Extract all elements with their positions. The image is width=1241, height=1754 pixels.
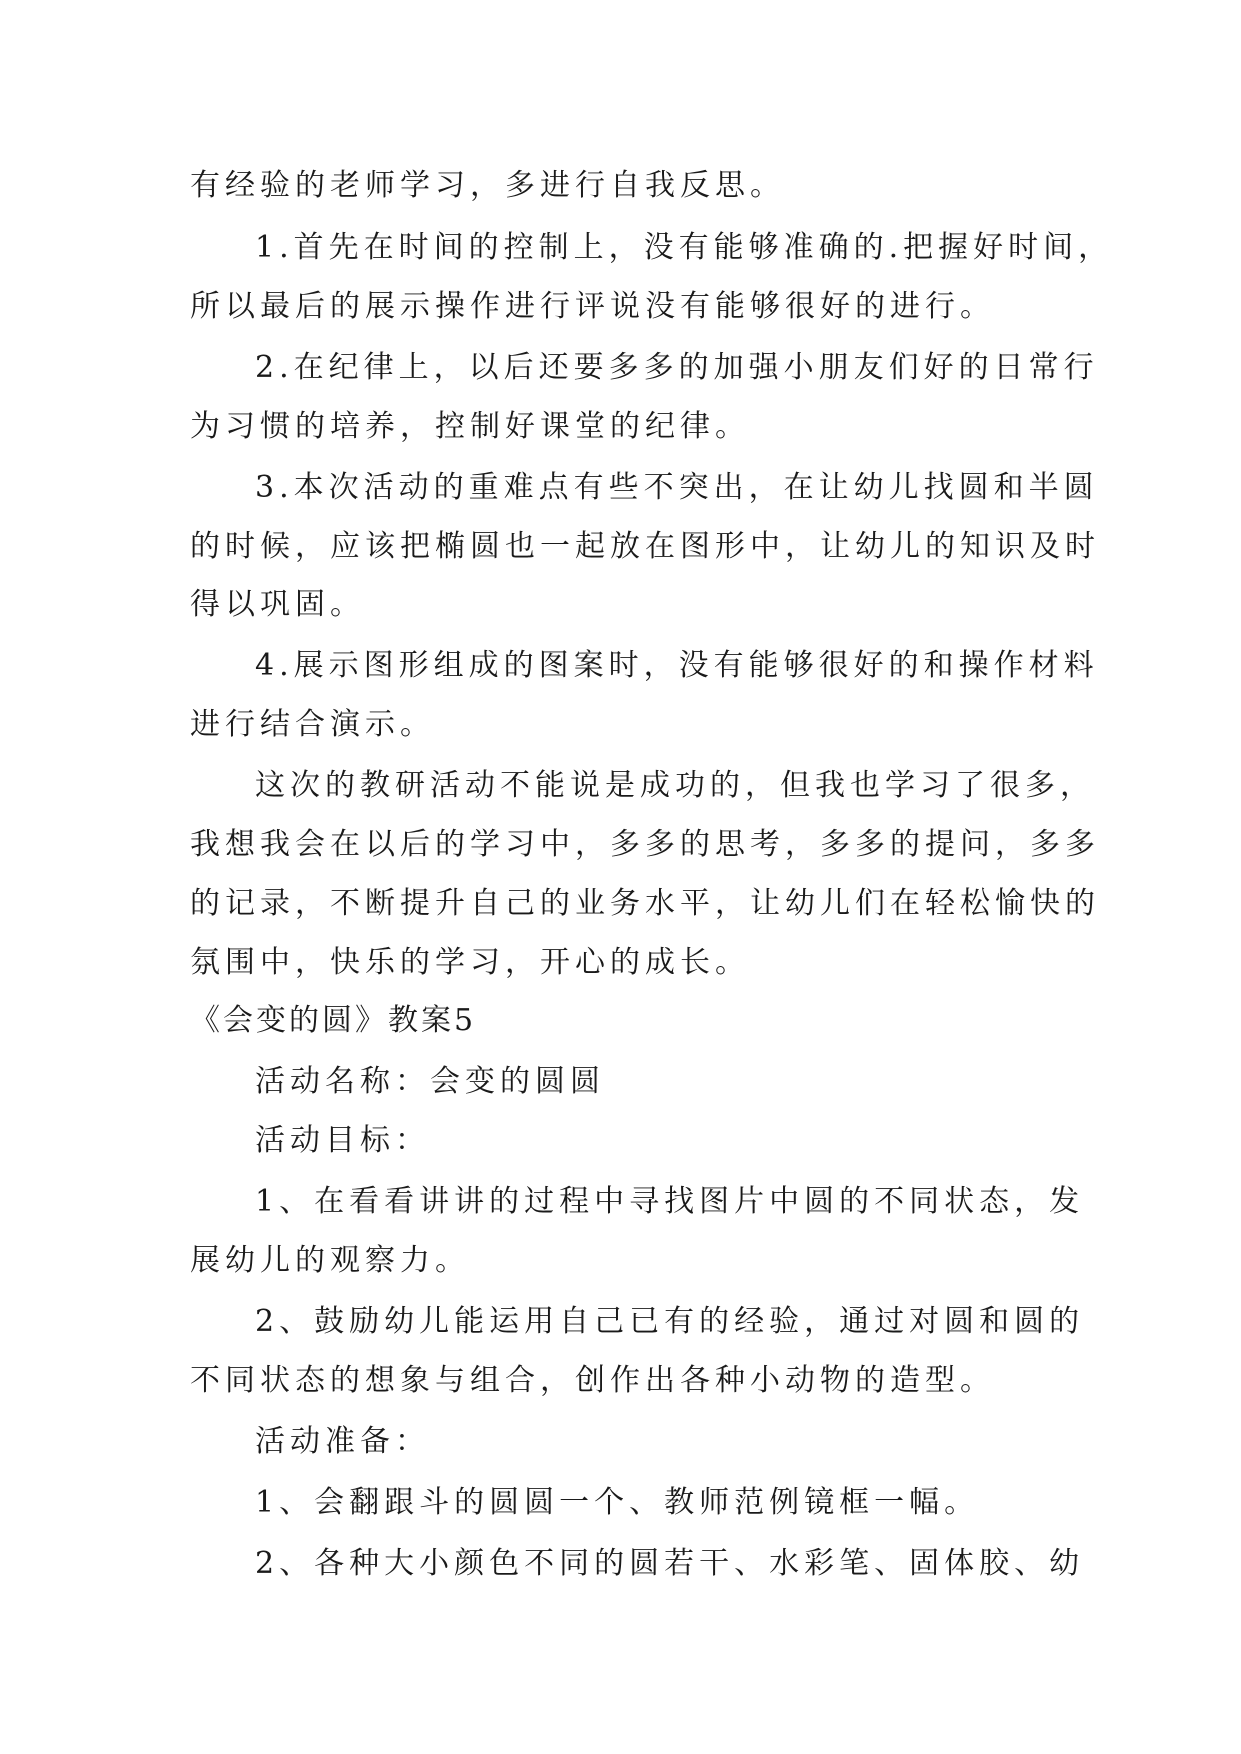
paragraph-line: 有经验的老师学习，多进行自我反思。 — [190, 168, 785, 203]
list-item-1-line: 1.首先在时间的控制上，没有能够准确的.把握好时间， — [255, 230, 1114, 265]
paragraph-line: 这次的教研活动不能说是成功的，但我也学习了很多， — [255, 768, 1095, 803]
prep-1-line: 1、会翻跟斗的圆圆一个、教师范例镜框一幅。 — [255, 1485, 980, 1520]
paragraph-line: 为习惯的培养，控制好课堂的纪律。 — [190, 409, 750, 444]
activity-prep-label: 活动准备： — [255, 1424, 430, 1459]
activity-goals-label: 活动目标： — [255, 1123, 430, 1158]
list-item-4-line: 4.展示图形组成的图案时，没有能够很好的和操作材料 — [255, 648, 1099, 683]
paragraph-line: 氛围中，快乐的学习，开心的成长。 — [190, 945, 750, 980]
list-item-3-line: 3.本次活动的重难点有些不突出，在让幼儿找圆和半圆 — [255, 470, 1099, 505]
paragraph-line: 我想我会在以后的学习中，多多的思考，多多的提问，多多 — [190, 827, 1100, 862]
goal-1-line: 1、在看看讲讲的过程中寻找图片中圆的不同状态，发 — [255, 1184, 1085, 1219]
paragraph-line: 的时候，应该把椭圆也一起放在图形中，让幼儿的知识及时 — [190, 529, 1100, 564]
paragraph-line: 展幼儿的观察力。 — [190, 1243, 470, 1278]
list-item-2-line: 2.在纪律上，以后还要多多的加强小朋友们好的日常行 — [255, 350, 1099, 385]
goal-2-line: 2、鼓励幼儿能运用自己已有的经验，通过对圆和圆的 — [255, 1304, 1085, 1339]
paragraph-line: 的记录，不断提升自己的业务水平，让幼儿们在轻松愉快的 — [190, 886, 1100, 921]
paragraph-line: 得以巩固。 — [190, 587, 365, 622]
paragraph-line: 所以最后的展示操作进行评说没有能够很好的进行。 — [190, 289, 995, 324]
activity-name-line: 活动名称：会变的圆圆 — [255, 1064, 605, 1099]
section-heading: 《会变的圆》教案5 — [190, 1003, 477, 1038]
paragraph-line: 不同状态的想象与组合，创作出各种小动物的造型。 — [190, 1363, 995, 1398]
paragraph-line: 进行结合演示。 — [190, 707, 435, 742]
prep-2-line: 2、各种大小颜色不同的圆若干、水彩笔、固体胶、幼 — [255, 1546, 1085, 1581]
